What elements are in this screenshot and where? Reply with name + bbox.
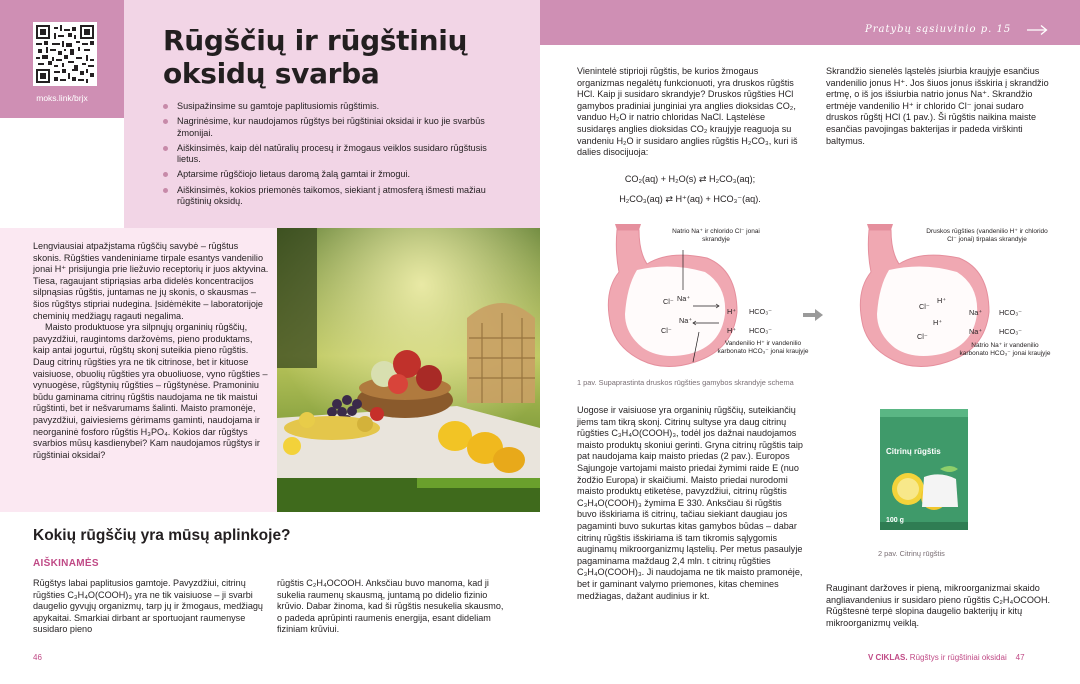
label-na-hco3: Natrio Na⁺ ir vandenilio karbonato HCO₃⁻ jonai kraujyje xyxy=(959,342,1051,357)
intro-paragraph: Lengviausiai atpažįstama rūgščių savybė – rūgštus skonis. Rūgšties vandeniniame tirpale esantys vandenilio jonai H⁺ prisijungia prie liežuvio receptorių ir juos aktyvina. Tiesa, ragaujant stipriąsias arba didelės koncentracijos silpnąsias rūgštis, juntamas ne jų skonis, o skausmas – šios rūgštys stipriai nudegina. Įsidėmėkite – laboratorijoje cheminių medžiagų ragauti negalima. xyxy=(33,241,269,321)
ion-cl: Cl⁻ xyxy=(917,332,928,341)
label-h-hco3: Vandenilio H⁺ ir vandenilio karbonato HCO₃⁻ jonai kraujyje xyxy=(717,340,809,355)
qr-code-icon[interactable] xyxy=(33,22,97,86)
goal-item: Nagrinėsime, kur naudojamos rūgštys bei rūgštiniai oksidai ir kuo jie svarbūs žmonijai. xyxy=(163,116,508,139)
goals-list xyxy=(163,101,508,211)
ion-cl: Cl⁻ xyxy=(663,297,674,306)
ion-h: H⁺ xyxy=(727,326,737,335)
pack-label: Citrinų rūgštis xyxy=(886,447,941,456)
section-title: Kokių rūgščių yra mūsų aplinkoje? xyxy=(33,527,291,544)
section-column-b: rūgštis C₂H₄OCOOH. Anksčiau buvo manoma, kad ji sukelia raumenų skausmą, juntamą po didelio fizinio krūvio. Dabar žinoma, kad ši rūgštis nesukelia skausmo, o padeda aprūpinti raumenis energija, esant dideliam fiziniam krūviui. xyxy=(277,578,504,635)
qr-link[interactable]: moks.link/brjx xyxy=(36,93,88,103)
ion-na: Na⁺ xyxy=(969,327,983,336)
stomach-diagram xyxy=(577,222,1053,382)
ion-hco3: HCO₃⁻ xyxy=(999,327,1023,336)
goal-item: Susipažinsime su gamtoje paplitusiomis rūgštimis. xyxy=(163,101,508,112)
right-column-4: Rauginant daržoves ir pieną, mikroorganizmai skaido angliavandenius ir susidaro pieno rūgštis C₂H₄OCOOH. Rūgštesnė terpė slopina daugelio bakterijų ir kitų mikroorganizmų veiklą. xyxy=(826,583,1051,628)
picnic-photo xyxy=(277,228,540,512)
goal-item: Aiškinsimės, kaip dėl natūralių procesų ir žmogaus veiklos susidaro rūgštusis lietus. xyxy=(163,143,508,166)
section-column-a: Rūgštys labai paplitusios gamtoje. Pavyzdžiui, citrinų rūgšties C₃H₄O(COOH)₃ yra ne tik vaisiuose – ji svarbi daugelio gyvųjų organizmų, tarp jų ir žmogaus, medžiagų apykaitai. Smarkiai dirbant ar sportuojant raumenyse susidaro pieno xyxy=(33,578,263,635)
label-hcl: Druskos rūgšties (vandenilio H⁺ ir chlorido Cl⁻ jonai) tirpalas skrandyje xyxy=(926,228,1048,243)
page-number-right: 47 xyxy=(1015,653,1025,662)
equation-1: CO₂(aq) + H₂O(s) ⇄ H₂CO₃(aq); xyxy=(624,174,756,184)
footer-title: Rūgštys ir rūgštiniai oksidai xyxy=(909,653,1007,662)
ion-cl: Cl⁻ xyxy=(919,302,930,311)
ion-hco3: HCO₃⁻ xyxy=(749,326,773,335)
right-column-3: Uogose ir vaisiuose yra organinių rūgščių, suteikiančių jiems tam tikrą skonį. Citrinų sultyse yra daug citrinų rūgšties C₃H₄O(COOH)₃, todėl jos dažnai naudojamos maisto produktų skoniui gerinti. Gryna citrinų rūgštis taip pat naudojama kaip maisto priedas (2 pav.). Europos Sąjungoje vartojami maisto priedai žymimi raide E (nuo žodžio Europa) ir skaičiumi. Maisto priedai nurodomi maisto produktų etiketėse, pavyzdžiui, citrinų rūgštis C₃H₄O(COOH)₃ žymima E 330. Anksčiau ši rūgštis buvo išskiriama iš citrinų, tačiau siekiant daugiau jos pagaminti buvo sukurtas kitas gamybos būdas – dabar citrinų rūgštis išskiriama iš tam tikromis sąlygomis auginamų mikroorganizmų ląstelių. Per metus pasaulyje pagaminama maždaug 2,4 mln. t citrinų rūgšties C₃H₄O(COOH)₃. Ji naudojama ne tik maisto pramonėje, bet ir gaminant valymo priemones, kitas chemines medžiagas, dažant audinius ir kt. xyxy=(577,405,803,601)
ion-cl: Cl⁻ xyxy=(661,326,672,335)
ion-h: H⁺ xyxy=(937,296,947,305)
ion-na: Na⁺ xyxy=(679,316,693,325)
ion-hco3: HCO₃⁻ xyxy=(749,307,773,316)
goal-item: Aptarsime rūgščiojo lietaus daromą žalą gamtai ir žmogui. xyxy=(163,169,508,180)
page-footer-right xyxy=(868,653,1025,662)
right-column-2: Skrandžio sienelės ląstelės įsiurbia kraujyje esančius vandenilio jonus H⁺. Jos šiuos jonus išskiria į skrandžio ertmę, o iš jos išsiurbia natrio jonus Na⁺. Skrandžio ertmėje vandenilio H⁺ ir chlorido Cl⁻ jonai sudaro druskos rūgštį HCl (1 pav.). Ši rūgštis naikina maiste esančias pavojingas bakterijas ir padeda virškinti baltymus. xyxy=(826,66,1049,146)
arrow-right-icon xyxy=(1026,24,1048,36)
right-column-1: Vienintelė stiprioji rūgštis, be kurios žmogaus organizmas negalėtų funkcionuoti, yra druskos rūgštis HCl. Kaip ji susidaro skrandyje? Druskos rūgšties HCl gamybos pradiniai junginiai yra anglies dioksidas CO₂, vanduo H₂O ir natrio chloridas NaCl. Ląstelėse susidaręs anglies dioksidas CO₂ kraujyje reaguoja su vandeniu H₂O ir susidaro anglies rūgštis H₂CO₃, kuri iš dalies disocijuoja: xyxy=(577,66,798,158)
figure-2-caption: 2 pav. Citrinų rūgštis xyxy=(878,549,945,558)
ion-hco3: HCO₃⁻ xyxy=(999,308,1023,317)
workbook-reference[interactable]: Pratybų sąsiuvinio p. 15 xyxy=(865,24,1012,35)
footer-chapter: V CIKLAS. xyxy=(868,653,908,662)
ion-h: H⁺ xyxy=(933,318,943,327)
page-title: Rūgščių ir rūgštinių oksidų svarba xyxy=(163,24,468,90)
ion-h: H⁺ xyxy=(727,307,737,316)
section-subtitle: AIŠKINAMĖS xyxy=(33,558,99,569)
goal-item: Aiškinsimės, kokios priemonės taikomos, siekiant į atmosferą išmesti mažiau rūgštinių oksidų. xyxy=(163,185,508,208)
page-number-left: 46 xyxy=(33,653,42,662)
figure-1-caption: 1 pav. Supaprastinta druskos rūgšties gamybos skrandyje schema xyxy=(577,378,794,387)
ion-na: Na⁺ xyxy=(677,294,691,303)
equation-2: H₂CO₃(aq) ⇄ H⁺(aq) + HCO₃⁻(aq). xyxy=(619,194,761,204)
workbook-tab xyxy=(540,0,1080,45)
intro-paragraph: Maisto produktuose yra silpnųjų organinių rūgščių, pavyzdžiui, raugintoms daržovėms, pieno produktams, kaip antai jogurtui, rūgštų skonį suteikia pieno rūgštis. Daug citrinų rūgšties yra ne tik citrinose, bet ir kituose vaisiuose, obuolių rūgšties yra obuoliuose, vyno rūgšties – vynuogėse, rūgštynių rūgšties – rūgštynėse. Pramoniniu būdu gaminama citrinų rūgštis naudojama ne tik maistui rūgštinti, bet ir nešvarumams šalinti. Maisto pramonėje, pavyzdžiui, gaiviesiems gėrimams gaminti, naudojama ir neorganinė fosforo rūgštis H₃PO₄. Kokios dar rūgštys svarbios mūsų kasdienybei? Kam naudojamos rūgštys ir rūgštiniai oksidai? xyxy=(33,322,268,460)
label-na-cl: Natrio Na⁺ ir chlorido Cl⁻ jonai skrandyje xyxy=(672,228,760,243)
pack-weight: 100 g xyxy=(886,517,904,524)
citric-acid-package xyxy=(878,407,970,532)
ion-na: Na⁺ xyxy=(969,308,983,317)
intro-text xyxy=(33,241,269,461)
